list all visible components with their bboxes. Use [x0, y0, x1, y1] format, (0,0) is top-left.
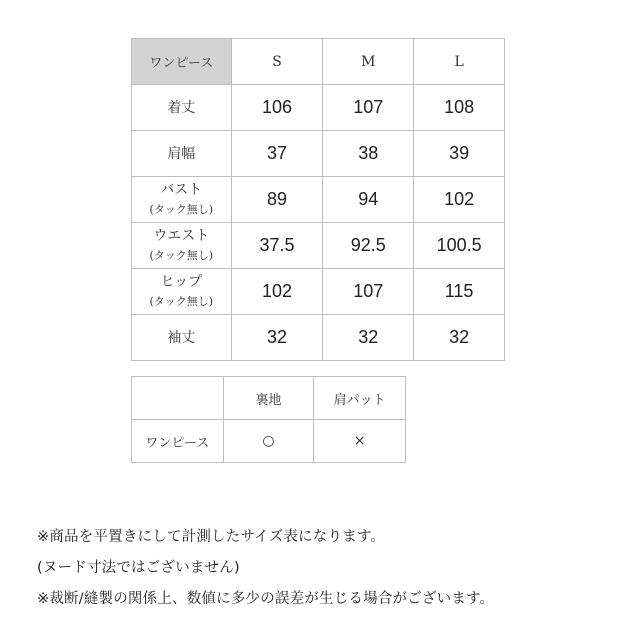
row-label-bust [132, 177, 232, 223]
table-cell: 38 [323, 131, 414, 177]
row-label: 肩幅 [167, 145, 196, 162]
row-label: ヒップ [160, 273, 203, 290]
row-label-hip [132, 269, 232, 315]
table-cell: 32 [323, 315, 414, 361]
table-cell: 107 [323, 85, 414, 131]
feature-header-lining: 裏地 [223, 377, 314, 420]
table-row [132, 223, 505, 269]
row-sublabel: (タック無し) [149, 294, 214, 308]
size-header-m: M [323, 39, 414, 85]
row-label: 袖丈 [167, 329, 196, 346]
table-cell: 89 [231, 177, 323, 223]
table-row [132, 269, 505, 315]
row-label-sleeve [132, 315, 232, 361]
table-cell: 106 [231, 85, 323, 131]
table-cell: 107 [323, 269, 414, 315]
feature-table [131, 376, 406, 463]
table-row [132, 315, 505, 361]
note-measurement: ※商品を平置きにして計測したサイズ表になります。 [37, 529, 386, 545]
size-table [131, 38, 505, 361]
size-header-row [132, 39, 505, 85]
table-cell: 39 [414, 131, 505, 177]
shoulder-pad-mark: × [314, 420, 406, 463]
table-cell: 37 [231, 131, 323, 177]
row-label: バスト [160, 181, 203, 198]
feature-corner [132, 377, 224, 420]
note-nude-size: (ヌード寸法ではございません) [37, 560, 240, 576]
row-label-waist [132, 223, 232, 269]
row-sublabel: (タック無し) [149, 248, 214, 262]
table-row [132, 177, 505, 223]
row-sublabel: (タック無し) [149, 202, 214, 216]
table-cell: 100.5 [414, 223, 505, 269]
table-cell: 115 [414, 269, 505, 315]
size-header-s: S [231, 39, 323, 85]
row-label-shoulder [132, 131, 232, 177]
feature-row-label: ワンピース [132, 420, 224, 463]
size-header-l: L [414, 39, 505, 85]
table-cell: 32 [414, 315, 505, 361]
row-label-length [132, 85, 232, 131]
table-row [132, 85, 505, 131]
table-cell: 94 [323, 177, 414, 223]
row-label: 着丈 [167, 99, 196, 116]
table-cell: 102 [414, 177, 505, 223]
table-cell: 32 [231, 315, 323, 361]
table-cell: 37.5 [231, 223, 323, 269]
note-tolerance: ※裁断/縫製の関係上、数値に多少の誤差が生じる場合がございます。 [37, 591, 495, 607]
table-cell: 92.5 [323, 223, 414, 269]
table-row [132, 131, 505, 177]
feature-header-shoulder-pad: 肩パット [314, 377, 406, 420]
table-cell: 108 [414, 85, 505, 131]
row-label: ウエスト [153, 227, 210, 244]
corner-label: ワンピース [132, 39, 232, 85]
lining-mark: ○ [223, 420, 314, 463]
table-cell: 102 [231, 269, 323, 315]
table-row [132, 420, 406, 463]
feature-header-row [132, 377, 406, 420]
